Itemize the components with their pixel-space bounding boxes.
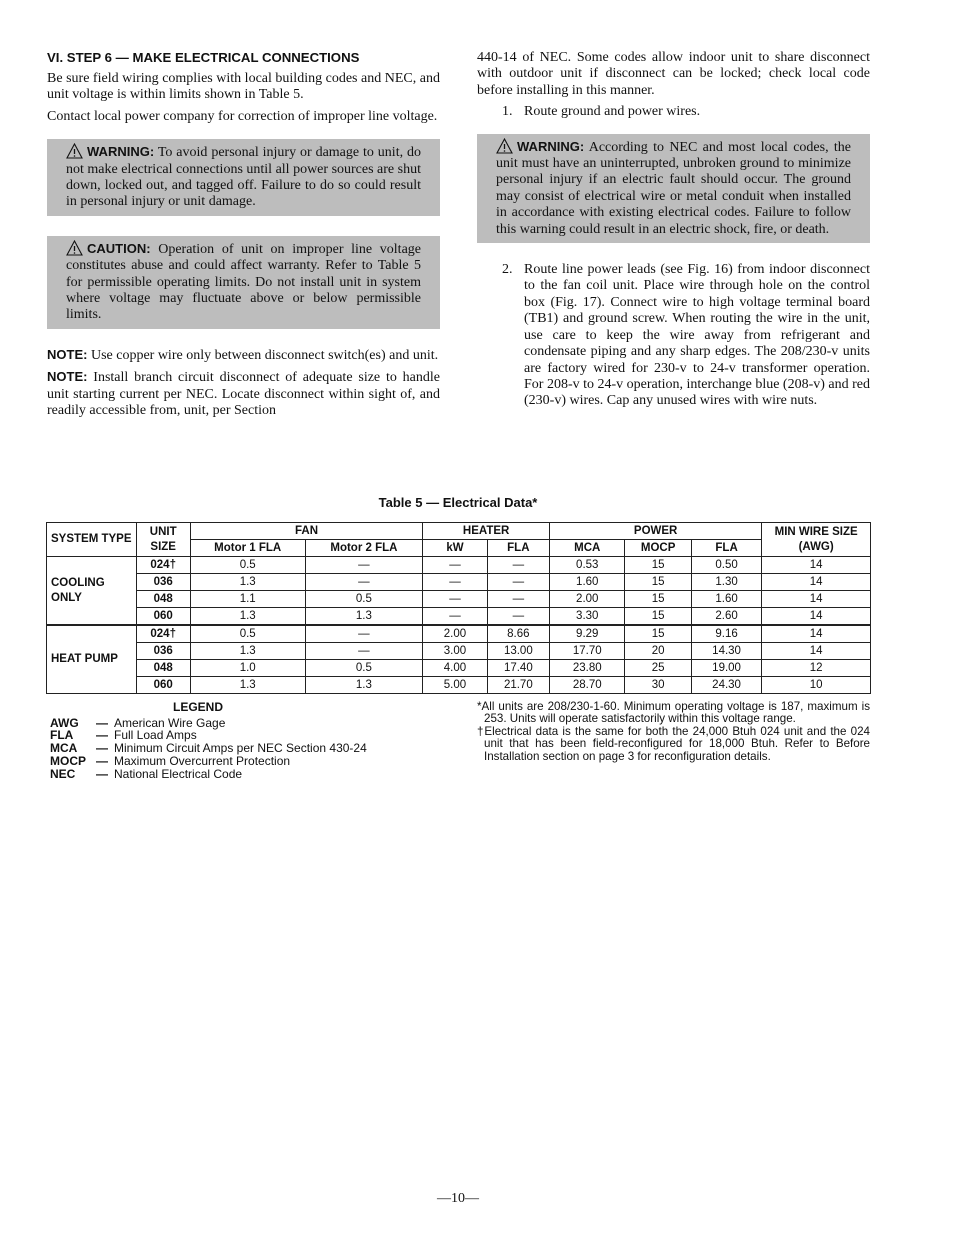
- table-cell: 8.66: [487, 625, 549, 643]
- table-cell: 1.3: [305, 608, 423, 626]
- table-cell: 14: [762, 625, 871, 643]
- step-text: Route line power leads (see Fig. 16) from indoor disconnect to the fan coil unit. Place wire through hole on the control box (Fig. 17). Connect wire to high voltage terminal board (TB1) and ground screw. When routing the wire in the unit, use care to keep the wire away from refrigerant and condensate piping and any sharp edges. The 208/230-v units are factory wired for 230-v to 24-v transformer operation. For 208-v to 24-v operation, interchange blue (208-v) and red (230-v) wires. Cap any unused wires with wire nuts.: [524, 262, 871, 409]
- table-cell: 23.80: [550, 660, 625, 677]
- legend-abbr: AWG: [50, 715, 79, 730]
- note-label: NOTE:: [47, 369, 88, 385]
- footnotes: [477, 701, 870, 763]
- table-cell: 30: [625, 677, 691, 694]
- warning-label: WARNING:: [517, 138, 585, 154]
- legend-definition: American Wire Gage: [114, 715, 226, 730]
- header-heater-fla: FLA: [487, 540, 549, 557]
- footnote-reconfiguration: †Electrical data is the same for both the 24,000 Btuh 024 unit and the 024 unit that has been field-reconfigured for 18,000 Btuh. Refer to Before Installation section on page 3 for reconfiguration details.: [477, 724, 870, 763]
- table-row: [47, 625, 871, 643]
- table-cell: 13.00: [487, 643, 549, 660]
- table-row: [47, 643, 871, 660]
- step-2: [477, 262, 870, 410]
- table-row: [47, 660, 871, 677]
- warning-label: WARNING:: [87, 144, 155, 160]
- table-row: [47, 557, 871, 574]
- footnote-voltage: *All units are 208/230-1-60. Minimum operating voltage is 187, maximum is 253. Units will operate satisfactorily within this voltage range.: [477, 700, 870, 726]
- table-cell: —: [423, 574, 487, 591]
- legend-definition: Minimum Circuit Amps per NEC Section 430-24: [114, 741, 367, 756]
- note-text: Install branch circuit disconnect of adequate size to handle unit starting current per NEC. Locate disconnect within sight of, and readily accessible from, unit, per Section: [47, 370, 440, 419]
- table-cell: 3.30: [550, 608, 625, 626]
- legend-dash: —: [96, 741, 108, 756]
- table-cell: 9.16: [691, 625, 761, 643]
- table-row: [47, 608, 871, 626]
- caution-text: Operation of unit on improper line voltage constitutes abuse and could affect warranty. Refer to Table 5 for permissible operating limits. Do not install unit in system where voltage may fluctuate above or below permissible limits.: [66, 241, 421, 323]
- table-cell: —: [423, 608, 487, 626]
- warning-text: To avoid personal injury or damage to unit, do not make electrical connections until all power sources are shut down, locked out, and tagged off. Failure to do so could result in personal injury or unit damage.: [66, 145, 421, 210]
- legend-dash: —: [96, 715, 108, 730]
- header-min-wire-size: MIN WIRE SIZE (AWG): [762, 523, 871, 557]
- legend-item: [50, 742, 367, 755]
- table-cell: 4.00: [423, 660, 487, 677]
- table-cell: —: [487, 574, 549, 591]
- paragraph-nec-continued: 440-14 of NEC. Some codes allow indoor unit to share disconnect with outdoor unit if disconnect can be locked; check local code before installing in this manner.: [477, 50, 870, 98]
- table-cell: —: [305, 557, 423, 574]
- unit-size-cell: 060: [136, 677, 190, 694]
- table-cell: 1.3: [190, 643, 305, 660]
- table-cell: 24.30: [691, 677, 761, 694]
- system-type-cell: COOLING ONLY: [47, 557, 137, 626]
- paragraph-field-wiring: Be sure field wiring complies with local building codes and NEC, and unit voltage is within limits shown in Table 5.: [47, 71, 440, 103]
- table-cell: 0.5: [190, 625, 305, 643]
- note-branch-disconnect: [47, 369, 440, 419]
- table-cell: 12: [762, 660, 871, 677]
- table-cell: 28.70: [550, 677, 625, 694]
- legend-definition: Maximum Overcurrent Protection: [114, 753, 291, 768]
- table-cell: 5.00: [423, 677, 487, 694]
- table-cell: 1.3: [190, 677, 305, 694]
- caution-label: CAUTION:: [87, 240, 151, 256]
- table-cell: 0.5: [305, 591, 423, 608]
- table-cell: 1.1: [190, 591, 305, 608]
- unit-size-cell: 036: [136, 574, 190, 591]
- legend-dash: —: [96, 728, 108, 743]
- header-fan: FAN: [190, 523, 422, 540]
- table-cell: 3.00: [423, 643, 487, 660]
- left-column: [47, 50, 440, 425]
- unit-size-cell: 048: [136, 591, 190, 608]
- page-number: —10—: [437, 1191, 479, 1206]
- table-cell: 1.3: [190, 574, 305, 591]
- table-cell: 14: [762, 574, 871, 591]
- warning-text: According to NEC and most local codes, the unit must have an uninterrupted, unbroken ground to minimize personal injury if an electric fault should occur. The ground may consist of electrical wire or metal conduit when installed in accordance with existing electrical codes. Failure to follow this warning could result in an electric shock, fire, or death.: [496, 139, 851, 237]
- table-cell: 14: [762, 643, 871, 660]
- table-cell: 0.5: [190, 557, 305, 574]
- unit-size-cell: 036: [136, 643, 190, 660]
- table-cell: —: [487, 557, 549, 574]
- table-row: [47, 677, 871, 694]
- table-cell: 14.30: [691, 643, 761, 660]
- header-power-fla: FLA: [691, 540, 761, 557]
- table-cell: 25: [625, 660, 691, 677]
- legend-definition: National Electrical Code: [114, 766, 243, 781]
- right-column: [477, 50, 870, 410]
- legend-dash: —: [96, 753, 108, 768]
- legend-item: [50, 768, 367, 781]
- table-cell: 0.5: [305, 660, 423, 677]
- step-text: Route ground and power wires.: [524, 104, 701, 120]
- table-cell: 2.00: [550, 591, 625, 608]
- table-cell: 21.70: [487, 677, 549, 694]
- table-cell: 1.60: [691, 591, 761, 608]
- table-body: [47, 557, 871, 694]
- header-motor1-fla: Motor 1 FLA: [190, 540, 305, 557]
- table-cell: 20: [625, 643, 691, 660]
- table-cell: —: [305, 574, 423, 591]
- table-cell: 19.00: [691, 660, 761, 677]
- section-heading: VI. STEP 6 — MAKE ELECTRICAL CONNECTIONS: [47, 50, 360, 65]
- header-mocp: MOCP: [625, 540, 691, 557]
- table-cell: 0.50: [691, 557, 761, 574]
- header-power: POWER: [550, 523, 762, 540]
- step-number: 1.: [502, 104, 513, 120]
- table-title: Table 5 — Electrical Data*: [378, 495, 538, 510]
- header-mca: MCA: [550, 540, 625, 557]
- warning-triangle-icon: [66, 143, 83, 159]
- table-cell: 17.40: [487, 660, 549, 677]
- warning-box-power: [47, 139, 440, 216]
- table-cell: 1.30: [691, 574, 761, 591]
- electrical-data-table: [46, 522, 871, 694]
- legend-abbr: MCA: [50, 741, 78, 756]
- step-1: [477, 104, 870, 120]
- table-cell: 1.60: [550, 574, 625, 591]
- system-type-cell: HEAT PUMP: [47, 625, 137, 694]
- table-cell: 0.53: [550, 557, 625, 574]
- legend: [50, 701, 367, 780]
- step-number: 2.: [502, 262, 513, 278]
- table-cell: —: [423, 591, 487, 608]
- table-cell: 15: [625, 557, 691, 574]
- table-cell: 2.60: [691, 608, 761, 626]
- header-heater: HEATER: [423, 523, 550, 540]
- legend-abbr: NEC: [50, 766, 76, 781]
- table-cell: 14: [762, 557, 871, 574]
- table-cell: —: [305, 643, 423, 660]
- header-unit-size: UNIT SIZE: [136, 523, 190, 557]
- unit-size-cell: 024†: [136, 557, 190, 574]
- legend-items: [50, 717, 367, 781]
- table-cell: 1.0: [190, 660, 305, 677]
- table-cell: 14: [762, 591, 871, 608]
- legend-item: [50, 755, 367, 768]
- table-cell: 15: [625, 625, 691, 643]
- header-motor2-fla: Motor 2 FLA: [305, 540, 423, 557]
- table-cell: 17.70: [550, 643, 625, 660]
- unit-size-cell: 024†: [136, 625, 190, 643]
- table-cell: 15: [625, 574, 691, 591]
- legend-abbr: FLA: [50, 728, 74, 743]
- table-cell: 14: [762, 608, 871, 626]
- table-cell: 10: [762, 677, 871, 694]
- legend-abbr: MOCP: [50, 753, 86, 768]
- note-copper-wire: [47, 347, 440, 364]
- table-cell: —: [423, 557, 487, 574]
- header-system-type: SYSTEM TYPE: [47, 523, 137, 557]
- table-row: [47, 591, 871, 608]
- table-cell: 9.29: [550, 625, 625, 643]
- table-cell: 1.3: [305, 677, 423, 694]
- legend-title: LEGEND: [172, 700, 223, 714]
- caution-box: [47, 236, 440, 329]
- note-text: Use copper wire only between disconnect switch(es) and unit.: [90, 347, 439, 363]
- warning-triangle-icon: [496, 138, 513, 154]
- unit-size-cell: 060: [136, 608, 190, 626]
- warning-triangle-icon: [66, 240, 83, 256]
- legend-dash: —: [96, 766, 108, 781]
- table-cell: 15: [625, 608, 691, 626]
- table-cell: —: [305, 625, 423, 643]
- note-label: NOTE:: [47, 346, 88, 362]
- legend-definition: Full Load Amps: [114, 728, 197, 743]
- table-row: [47, 574, 871, 591]
- table-cell: —: [487, 591, 549, 608]
- table-cell: 2.00: [423, 625, 487, 643]
- table-cell: 15: [625, 591, 691, 608]
- header-kw: kW: [423, 540, 487, 557]
- warning-box-ground: [477, 134, 870, 243]
- paragraph-power-company: Contact local power company for correction of improper line voltage.: [47, 108, 438, 124]
- table-cell: —: [487, 608, 549, 626]
- table-cell: 1.3: [190, 608, 305, 626]
- unit-size-cell: 048: [136, 660, 190, 677]
